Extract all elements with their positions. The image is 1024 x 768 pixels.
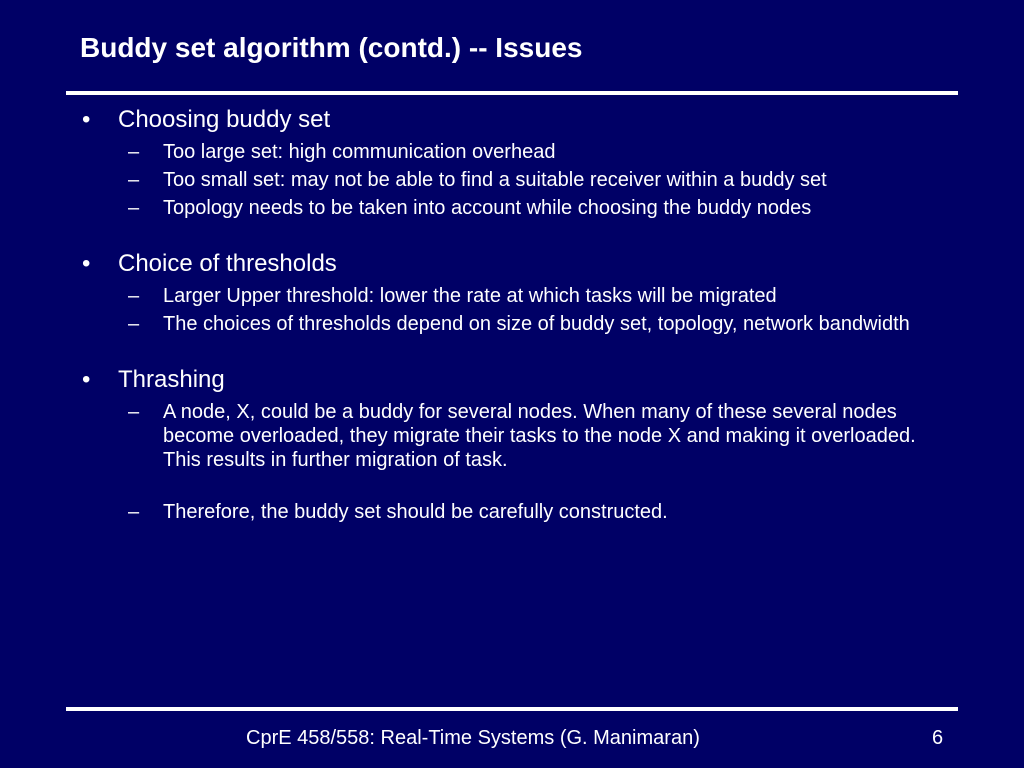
- slide-title: Buddy set algorithm (contd.) -- Issues: [80, 32, 583, 63]
- bullet-item: [82, 248, 952, 336]
- sub-bullet-item: [118, 140, 952, 164]
- bullet-text: Thrashing: [118, 366, 225, 393]
- sub-bullet-list: [118, 140, 952, 220]
- sub-bullet-text: A node, X, could be a buddy for several nodes. When many of these several nodes become overloaded, they migrate their tasks to the node X and making it overloaded. This results in further migration of task.: [163, 401, 916, 471]
- page-number: 6: [932, 727, 944, 749]
- footer-text: CprE 458/558: Real-Time Systems (G. Manimaran): [246, 727, 700, 749]
- sub-bullet-item: [118, 168, 952, 192]
- sub-bullet-item: [118, 196, 952, 220]
- sub-bullet-text: The choices of thresholds depend on size of buddy set, topology, network bandwidth: [163, 313, 910, 335]
- title-divider: [66, 91, 958, 95]
- dash-marker: –: [128, 169, 140, 191]
- sub-bullet-text: Topology needs to be taken into account while choosing the buddy nodes: [163, 197, 812, 219]
- dash-marker: –: [128, 501, 140, 523]
- bullet-list: [82, 104, 952, 524]
- sub-bullet-item: [118, 500, 952, 524]
- sub-bullet-item: [118, 312, 952, 336]
- sub-bullet-text: Larger Upper threshold: lower the rate at which tasks will be migrated: [163, 285, 777, 307]
- footer-divider: [66, 707, 958, 711]
- sub-bullet-text: Therefore, the buddy set should be carefully constructed.: [163, 501, 668, 523]
- bullet-marker: •: [82, 366, 91, 393]
- bullet-text: Choice of thresholds: [118, 250, 337, 277]
- sub-bullet-item: [118, 284, 952, 308]
- bullet-marker: •: [82, 250, 91, 277]
- dash-marker: –: [128, 141, 140, 163]
- dash-marker: –: [128, 401, 140, 423]
- dash-marker: –: [128, 313, 140, 335]
- bullet-item: [82, 364, 952, 524]
- bullet-text: Choosing buddy set: [118, 106, 331, 133]
- sub-bullet-list: [118, 400, 952, 524]
- sub-bullet-text: Too large set: high communication overhead: [163, 141, 556, 163]
- sub-bullet-list: [118, 284, 952, 336]
- dash-marker: –: [128, 197, 140, 219]
- sub-bullet-text: Too small set: may not be able to find a suitable receiver within a buddy set: [163, 169, 827, 191]
- bullet-marker: •: [82, 106, 91, 133]
- bullet-item: [82, 104, 952, 220]
- sub-bullet-item: [118, 400, 952, 472]
- dash-marker: –: [128, 285, 140, 307]
